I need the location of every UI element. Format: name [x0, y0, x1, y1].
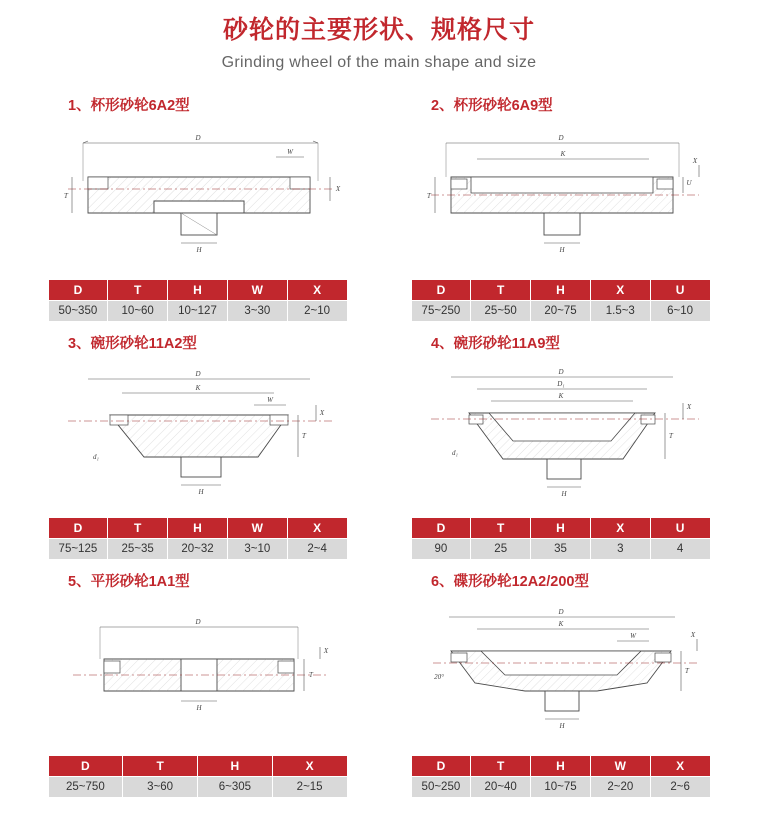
cell-value: 3 [590, 538, 650, 559]
svg-text:H: H [197, 487, 204, 496]
col-header: X [287, 517, 347, 538]
col-header: T [108, 517, 168, 538]
wheel-figure-6 [411, 597, 711, 747]
table-row [411, 776, 710, 797]
cell-value: 2~15 [272, 776, 347, 797]
cell-value: 6~10 [650, 300, 710, 321]
svg-text:d₁: d₁ [92, 452, 99, 461]
col-header: T [471, 517, 531, 538]
col-header: T [123, 755, 198, 776]
col-header: H [198, 755, 273, 776]
col-header: X [650, 755, 710, 776]
wheel-figure-2 [411, 121, 711, 271]
wheel-card-3 [20, 332, 375, 560]
cell-value: 2~4 [287, 538, 347, 559]
wheel-card-6 [383, 570, 738, 798]
col-header: U [650, 517, 710, 538]
svg-text:d₁: d₁ [451, 448, 458, 457]
svg-text:H: H [560, 489, 567, 498]
cell-value: 2~10 [287, 300, 347, 321]
svg-text:D: D [557, 367, 564, 376]
table-row [48, 300, 347, 321]
col-header: T [108, 279, 168, 300]
svg-text:W: W [629, 631, 636, 640]
col-header: W [227, 517, 287, 538]
svg-text:W: W [266, 395, 273, 404]
spec-table-6 [411, 755, 711, 798]
wheel-title-3: 3、碗形砂轮11A2型 [68, 335, 197, 352]
col-header: X [590, 517, 650, 538]
wheel-figure-1 [48, 121, 348, 271]
col-header: W [227, 279, 287, 300]
svg-text:U: U [685, 178, 692, 187]
wheel-title-1: 1、杯形砂轮6A2型 [68, 97, 190, 114]
svg-text:T: T [63, 191, 68, 200]
wheel-figure-3 [48, 359, 348, 509]
cell-value: 75~125 [48, 538, 108, 559]
col-header: D [48, 755, 123, 776]
cell-value: 25~35 [108, 538, 168, 559]
svg-text:T: T [426, 191, 431, 200]
svg-text:X: X [690, 630, 695, 639]
cell-value: 3~60 [123, 776, 198, 797]
svg-text:D: D [194, 369, 201, 378]
spec-table-4 [411, 517, 711, 560]
table-header-row [411, 279, 710, 300]
svg-text:X: X [319, 408, 324, 417]
cell-value: 20~75 [531, 300, 591, 321]
col-header: U [650, 279, 710, 300]
table-header-row [48, 755, 347, 776]
svg-text:X: X [323, 646, 328, 655]
svg-text:D: D [557, 133, 564, 142]
col-header: X [590, 279, 650, 300]
cell-value: 10~60 [108, 300, 168, 321]
wheel-title-6: 6、碟形砂轮12A2/200型 [431, 573, 589, 590]
svg-text:T: T [668, 431, 673, 440]
col-header: W [590, 755, 650, 776]
col-header: H [168, 279, 228, 300]
cell-value: 35 [531, 538, 591, 559]
table-row [411, 538, 710, 559]
cell-value: 25~750 [48, 776, 123, 797]
wheel-card-5 [20, 570, 375, 798]
svg-text:T: T [684, 666, 689, 675]
wheel-card-2 [383, 94, 738, 322]
cell-value: 20~40 [471, 776, 531, 797]
col-header: D [411, 755, 471, 776]
svg-text:W: W [286, 147, 293, 156]
cell-value: 10~75 [531, 776, 591, 797]
col-header: H [531, 755, 591, 776]
table-header-row [48, 279, 347, 300]
spec-table-2 [411, 279, 711, 322]
svg-text:K: K [560, 149, 565, 158]
cell-value: 6~305 [198, 776, 273, 797]
table-row [411, 300, 710, 321]
cell-value: 25~50 [471, 300, 531, 321]
svg-text:T: T [301, 431, 306, 440]
cell-value: 2~20 [590, 776, 650, 797]
spec-table-3 [48, 517, 348, 560]
col-header: H [168, 517, 228, 538]
table-header-row [48, 517, 347, 538]
cell-value: 10~127 [168, 300, 228, 321]
wheel-card-1 [20, 94, 375, 322]
col-header: H [531, 279, 591, 300]
svg-text:K: K [558, 391, 563, 400]
cell-value: 4 [650, 538, 710, 559]
spec-table-5 [48, 755, 348, 798]
svg-text:X: X [692, 156, 697, 165]
svg-text:D: D [194, 133, 201, 142]
col-header: T [471, 755, 531, 776]
cell-value: 75~250 [411, 300, 471, 321]
wheel-figure-4 [411, 359, 711, 509]
svg-text:X: X [686, 402, 691, 411]
svg-text:D₁: D₁ [556, 379, 565, 388]
wheel-title-2: 2、杯形砂轮6A9型 [431, 97, 553, 114]
cell-value: 3~30 [227, 300, 287, 321]
table-header-row [411, 517, 710, 538]
col-header: X [272, 755, 347, 776]
page-title-en: Grinding wheel of the main shape and size [221, 53, 537, 71]
svg-text:X: X [335, 184, 340, 193]
svg-text:T: T [308, 670, 313, 679]
svg-text:D: D [557, 607, 564, 616]
wheel-title-5: 5、平形砂轮1A1型 [68, 573, 190, 590]
cell-value: 25 [471, 538, 531, 559]
page-header [0, 0, 758, 72]
svg-text:H: H [195, 245, 202, 254]
col-header: D [48, 279, 108, 300]
svg-text:K: K [195, 383, 200, 392]
svg-text:H: H [558, 245, 565, 254]
col-header: D [411, 517, 471, 538]
svg-text:K: K [558, 619, 563, 628]
wheel-card-4 [383, 332, 738, 560]
cell-value: 90 [411, 538, 471, 559]
cell-value: 1.5~3 [590, 300, 650, 321]
cell-value: 20~32 [168, 538, 228, 559]
col-header: X [287, 279, 347, 300]
cell-value: 50~250 [411, 776, 471, 797]
svg-text:H: H [558, 721, 565, 730]
table-row [48, 776, 347, 797]
spec-table-1 [48, 279, 348, 322]
svg-text:D: D [194, 617, 201, 626]
wheel-grid [0, 94, 758, 798]
wheel-title-4: 4、碗形砂轮11A9型 [431, 335, 560, 352]
col-header: H [531, 517, 591, 538]
page-title-cn: 砂轮的主要形状、规格尺寸 [222, 16, 535, 44]
wheel-figure-5 [48, 597, 348, 747]
col-header: D [48, 517, 108, 538]
svg-text:20°: 20° [433, 672, 444, 681]
cell-value: 3~10 [227, 538, 287, 559]
cell-value: 50~350 [48, 300, 108, 321]
cell-value: 2~6 [650, 776, 710, 797]
table-header-row [411, 755, 710, 776]
col-header: T [471, 279, 531, 300]
table-row [48, 538, 347, 559]
col-header: D [411, 279, 471, 300]
svg-text:H: H [195, 703, 202, 712]
